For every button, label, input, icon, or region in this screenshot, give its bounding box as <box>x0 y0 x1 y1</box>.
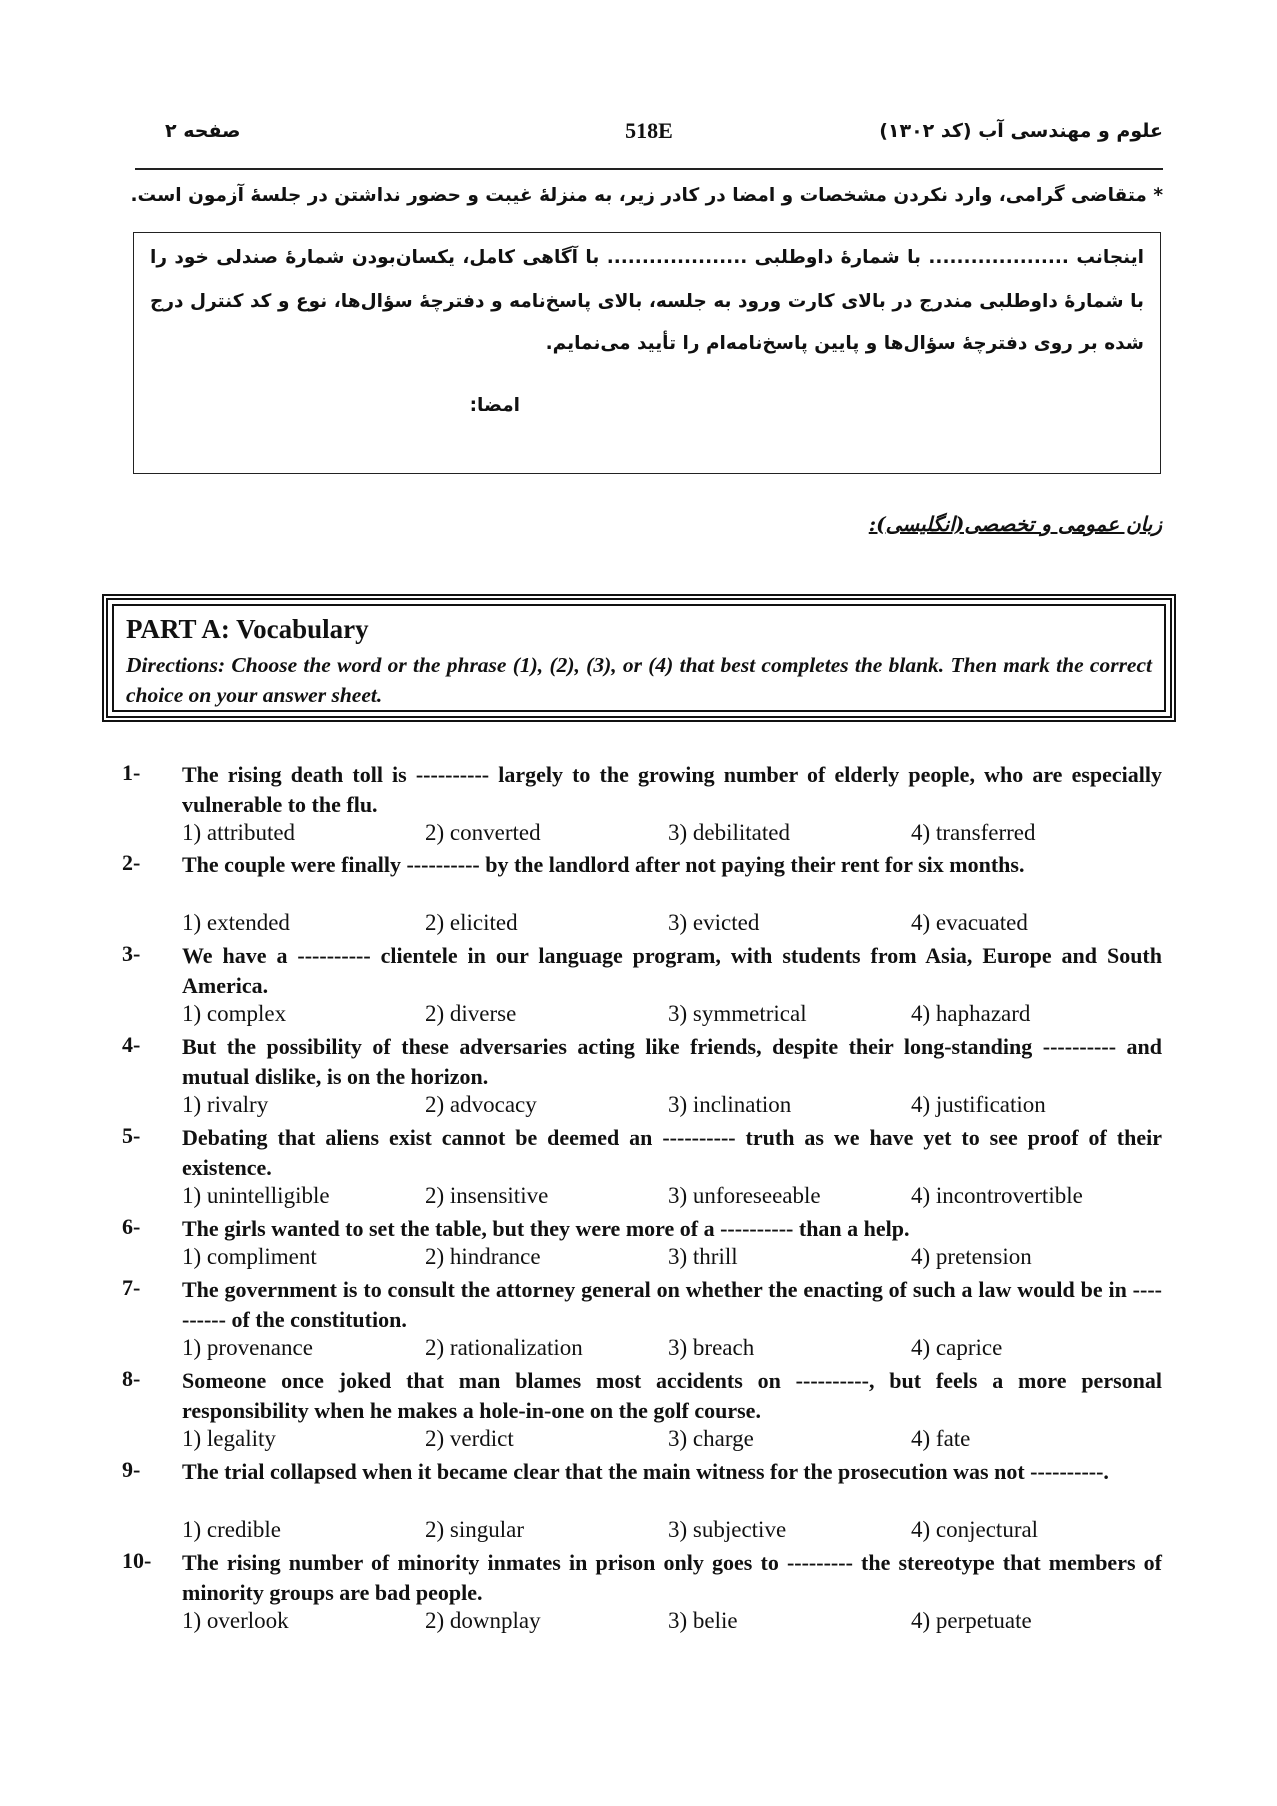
part-directions: Directions: Choose the word or the phrase (1), (2), (3), or (4) that best completes the blank. Then mark the correct choice on your answer sheet. <box>126 653 1152 707</box>
question-stem: The couple were finally ---------- by the landlord after not paying their rent for six months. <box>182 852 1025 877</box>
option-4: 4) fate <box>911 1426 971 1451</box>
option-2: 2) downplay <box>425 1608 541 1633</box>
option-3: 3) belie <box>668 1608 738 1633</box>
question-number: 7- <box>122 1275 141 1300</box>
question-options <box>182 1001 1162 1031</box>
question-number: 1- <box>122 760 141 785</box>
question-options <box>182 1517 1162 1547</box>
option-1: 1) compliment <box>182 1244 317 1269</box>
option-1: 1) overlook <box>182 1608 289 1633</box>
question-number: 2- <box>122 850 141 875</box>
option-2: 2) rationalization <box>425 1335 583 1360</box>
option-4: 4) perpetuate <box>911 1608 1032 1633</box>
question-options <box>182 1183 1162 1213</box>
question-stem: The rising number of minority inmates in prison only goes to --------- the stereotype that members of minority groups are bad people. <box>182 1550 1162 1605</box>
question-stem: The government is to consult the attorney general on whether the enacting of such a law would be in ---------- of the constitution. <box>182 1277 1162 1332</box>
question-options <box>182 1092 1162 1122</box>
question-stem: Someone once joked that man blames most accidents on ----------, but feels a more personal responsibility when he makes a hole-in-one on the golf course. <box>182 1368 1162 1423</box>
option-3: 3) charge <box>668 1426 754 1451</box>
option-2: 2) diverse <box>425 1001 517 1026</box>
option-2: 2) insensitive <box>425 1183 549 1208</box>
question-number: 8- <box>122 1366 141 1391</box>
option-4: 4) evacuated <box>911 910 1028 935</box>
question-stem: The girls wanted to set the table, but they were more of a ---------- than a help. <box>182 1216 910 1241</box>
question-number: 6- <box>122 1214 141 1239</box>
question-options <box>182 1335 1162 1365</box>
option-2: 2) verdict <box>425 1426 514 1451</box>
language-section-title: زبان عمومی و تخصصی(انگلیسی): <box>868 512 1162 536</box>
booklet-code: 518E <box>625 118 673 143</box>
question-number: 4- <box>122 1032 141 1057</box>
option-1: 1) rivalry <box>182 1092 269 1117</box>
option-4: 4) haphazard <box>911 1001 1031 1026</box>
option-2: 2) singular <box>425 1517 525 1542</box>
option-3: 3) inclination <box>668 1092 792 1117</box>
option-4: 4) pretension <box>911 1244 1032 1269</box>
option-3: 3) thrill <box>668 1244 738 1269</box>
option-3: 3) breach <box>668 1335 755 1360</box>
header-divider <box>135 168 1163 170</box>
pledge-box <box>133 232 1161 474</box>
option-4: 4) justification <box>911 1092 1046 1117</box>
question-number: 3- <box>122 941 141 966</box>
question-number: 9- <box>122 1457 141 1482</box>
pledge-line-2: با شمارهٔ داوطلبی مندرج در بالای کارت ورود به جلسه، بالای پاسخ‌نامه و دفترچهٔ سؤال‌ها، نوع و کد کنترل درج <box>150 291 1144 312</box>
option-3: 3) evicted <box>668 910 760 935</box>
option-3: 3) unforeseeable <box>668 1183 821 1208</box>
question-stem: We have a ---------- clientele in our language program, with students from Asia, Europe and South America. <box>182 943 1162 998</box>
pledge-line-3: شده بر روی دفترچهٔ سؤال‌ها و پایین پاسخ‌نامه‌ام را تأیید می‌نمایم. <box>545 333 1144 354</box>
option-2: 2) hindrance <box>425 1244 541 1269</box>
option-1: 1) legality <box>182 1426 276 1451</box>
question-stem: Debating that aliens exist cannot be deemed an ---------- truth as we have yet to see proof of their existence. <box>182 1125 1162 1180</box>
option-1: 1) credible <box>182 1517 281 1542</box>
option-1: 1) unintelligible <box>182 1183 330 1208</box>
part-a-box <box>102 594 1176 722</box>
option-4: 4) incontrovertible <box>911 1183 1083 1208</box>
question-number: 10- <box>122 1548 152 1573</box>
question-options <box>182 910 1162 940</box>
option-1: 1) extended <box>182 910 290 935</box>
page-header <box>135 120 1163 154</box>
question-options <box>182 1426 1162 1456</box>
question-stem: But the possibility of these adversaries acting like friends, despite their long-standing ---------- and mutual dislike, is on the horizon. <box>182 1034 1162 1089</box>
option-3: 3) debilitated <box>668 820 790 845</box>
signature-label: امضا: <box>469 395 520 416</box>
option-2: 2) advocacy <box>425 1092 537 1117</box>
option-4: 4) conjectural <box>911 1517 1039 1542</box>
question-number: 5- <box>122 1123 141 1148</box>
option-1: 1) provenance <box>182 1335 313 1360</box>
part-title: PART A: Vocabulary <box>126 614 369 644</box>
question-stem: The trial collapsed when it became clear that the main witness for the prosecution was not ----------. <box>182 1459 1109 1484</box>
option-2: 2) elicited <box>425 910 518 935</box>
pledge-line-1: اینجانب .................... با شمارهٔ داوطلبی .................... با آگاهی کامل، یکسان‌بودن شمارهٔ صندلی خود را <box>150 247 1144 268</box>
question-options <box>182 1608 1162 1638</box>
option-4: 4) transferred <box>911 820 1036 845</box>
option-1: 1) attributed <box>182 820 296 845</box>
option-3: 3) symmetrical <box>668 1001 807 1026</box>
question-options <box>182 820 1162 850</box>
option-2: 2) converted <box>425 820 541 845</box>
option-1: 1) complex <box>182 1001 287 1026</box>
exam-subject-code: علوم و مهندسی آب (کد ۱۳۰۲) <box>879 120 1163 142</box>
question-stem: The rising death toll is ---------- largely to the growing number of elderly people, who are especially vulnerable to the flu. <box>182 762 1162 817</box>
candidate-notice: * متقاضی گرامی، وارد نکردن مشخصات و امضا در کادر زیر، به منزلهٔ غیبت و حضور نداشتن در جلسهٔ آزمون است. <box>130 185 1163 206</box>
option-3: 3) subjective <box>668 1517 787 1542</box>
page-number: صفحه ۲ <box>165 120 241 142</box>
question-options <box>182 1244 1162 1274</box>
option-4: 4) caprice <box>911 1335 1003 1360</box>
